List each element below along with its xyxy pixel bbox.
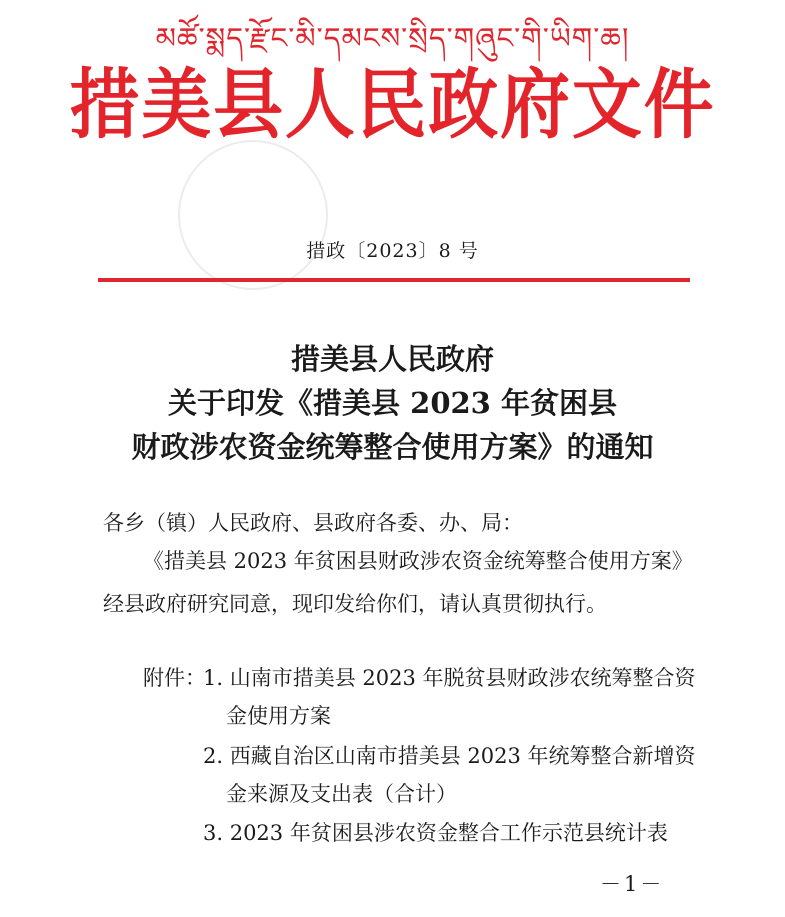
notice-title-line: 财政涉农资金统筹整合使用方案》的通知: [131, 430, 654, 464]
attachment-item-continuation: 金使用方案: [226, 704, 331, 728]
notice-title-line: 措美县人民政府: [290, 342, 494, 376]
tibetan-header-line: མཚོ་སྨད་རྫོང་མི་དམངས་སྲིད་གཞུང་གི་ཡིག་ཆ།: [155, 21, 630, 55]
issuing-organization-title: 措美县人民政府文件: [69, 60, 716, 149]
attachment-item: 1. 山南市措美县 2023 年脱贫县财政涉农统筹整合资: [203, 666, 696, 690]
attachments-label: 附件：: [143, 666, 206, 690]
red-separator-rule: [98, 278, 690, 282]
notice-title: [0, 337, 785, 469]
attachment-item: 2. 西藏自治区山南市措美县 2023 年统筹整合新增资: [203, 744, 696, 768]
notice-title-line: 关于印发《措美县 2023 年贫困县: [168, 386, 617, 420]
attachment-item: 3. 2023 年贫困县涉农资金整合工作示范县统计表: [203, 821, 668, 845]
body-paragraph-line: 《措美县 2023 年贫困县财政涉农资金统筹整合使用方案》: [143, 549, 693, 573]
recipient-line: 各乡（镇）人民政府、县政府各委、办、局：: [103, 511, 523, 535]
attachment-item-continuation: 金来源及支出表（合计）: [226, 782, 457, 806]
document-number: 措政〔2023〕8 号: [306, 240, 479, 262]
page-number: －1－: [600, 872, 665, 896]
body-paragraph-line: 经县政府研究同意，现印发给你们，请认真贯彻执行。: [103, 592, 607, 616]
faint-seal-mark: [178, 140, 328, 290]
